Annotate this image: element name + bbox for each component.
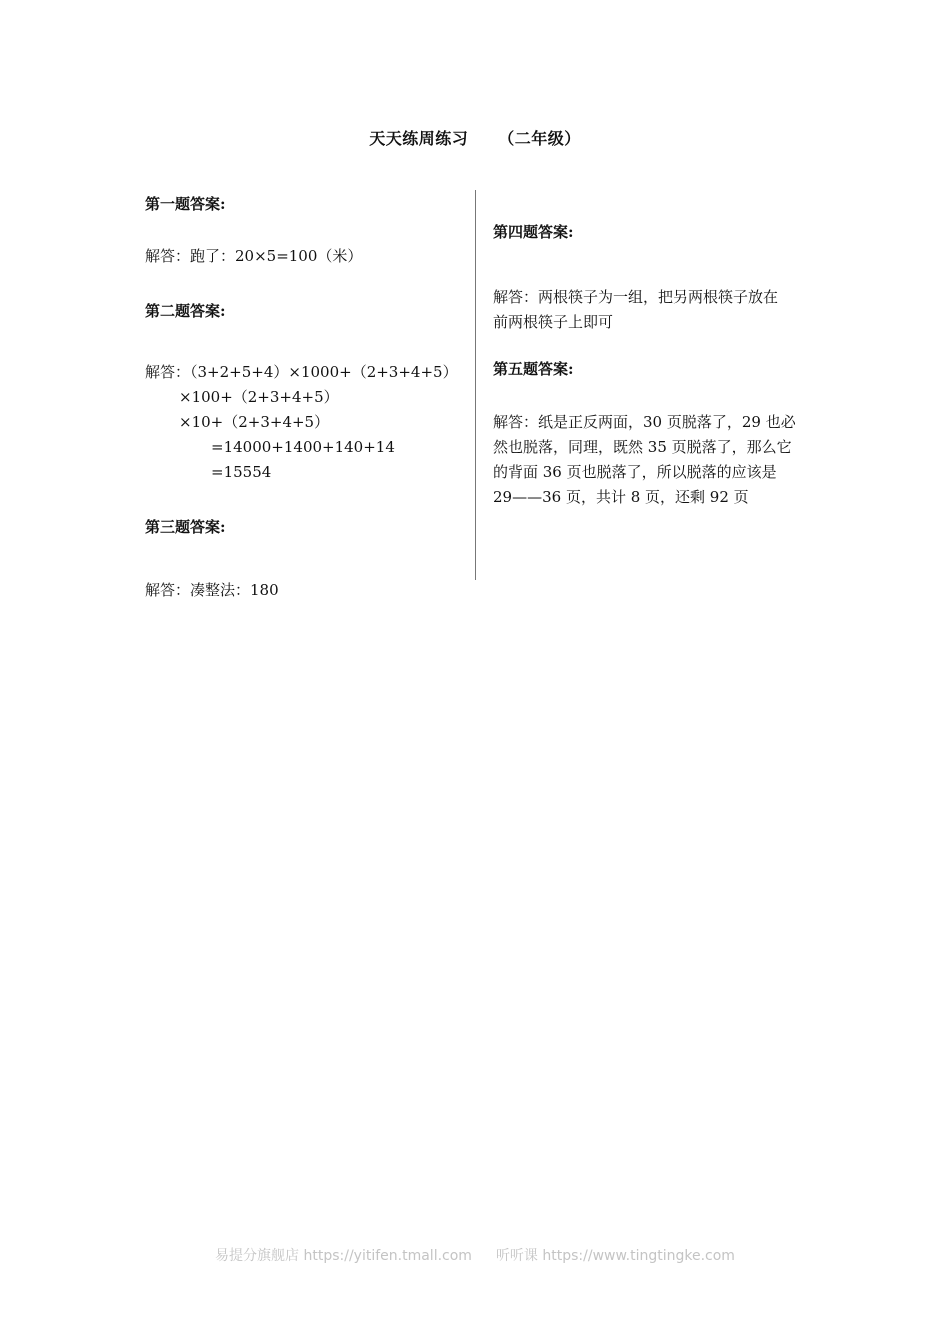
q5-heading: 第五题答案: [493,360,574,378]
q4-answer-line: 前两根筷子上即可 [493,313,614,331]
q1-heading: 第一题答案: [145,195,226,213]
q2-answer-line: =15554 [211,463,272,481]
title-main: 天天练周练习 [369,129,469,148]
q2-heading: 第二题答案: [145,302,226,320]
column-divider [475,190,476,580]
q4-heading: 第四题答案: [493,223,574,241]
q5-answer-line: 然也脱落，同理，既然 35 页脱落了，那么它 [493,438,792,456]
store2-name: 听听课 [495,1248,538,1264]
q3-answer: 解答：凑整法：180 [145,581,279,599]
answer-block-q2 [145,299,465,485]
q4-answer [493,285,813,335]
title-grade: （二年级） [498,129,581,148]
q2-answer [145,360,465,485]
right-column [493,220,813,510]
q5-answer [493,410,813,510]
q4-answer-line: 解答：两根筷子为一组，把另两根筷子放在 [493,288,779,306]
q5-answer-line: 解答：纸是正反两面，30 页脱落了，29 也必 [493,413,796,431]
q1-answer: 解答：跑了：20×5=100（米） [145,247,363,265]
left-column [145,192,465,603]
page-title [0,126,950,149]
footer-watermark [0,1245,950,1265]
answer-block-q3 [145,515,465,603]
answer-block-q1 [145,192,465,269]
q2-answer-line: 解答：（3+2+5+4）×1000+（2+3+4+5） [145,363,458,381]
answer-block-q4 [493,220,813,335]
answer-block-q5 [493,357,813,510]
store1-name: 易提分旗舰店 [215,1248,300,1264]
q3-heading: 第三题答案: [145,518,226,536]
q2-answer-line: =14000+1400+140+14 [211,438,395,456]
q5-answer-line: 的背面 36 页也脱落了，所以脱落的应该是 [493,463,777,481]
q2-answer-line: ×100+（2+3+4+5）×10+（2+3+4+5） [179,388,339,431]
q5-answer-line: 29——36 页，共计 8 页，还剩 92 页 [493,488,749,506]
store2-link[interactable]: https://www.tingtingke.com [542,1248,735,1264]
store1-link[interactable]: https://yitifen.tmall.com [303,1248,472,1264]
